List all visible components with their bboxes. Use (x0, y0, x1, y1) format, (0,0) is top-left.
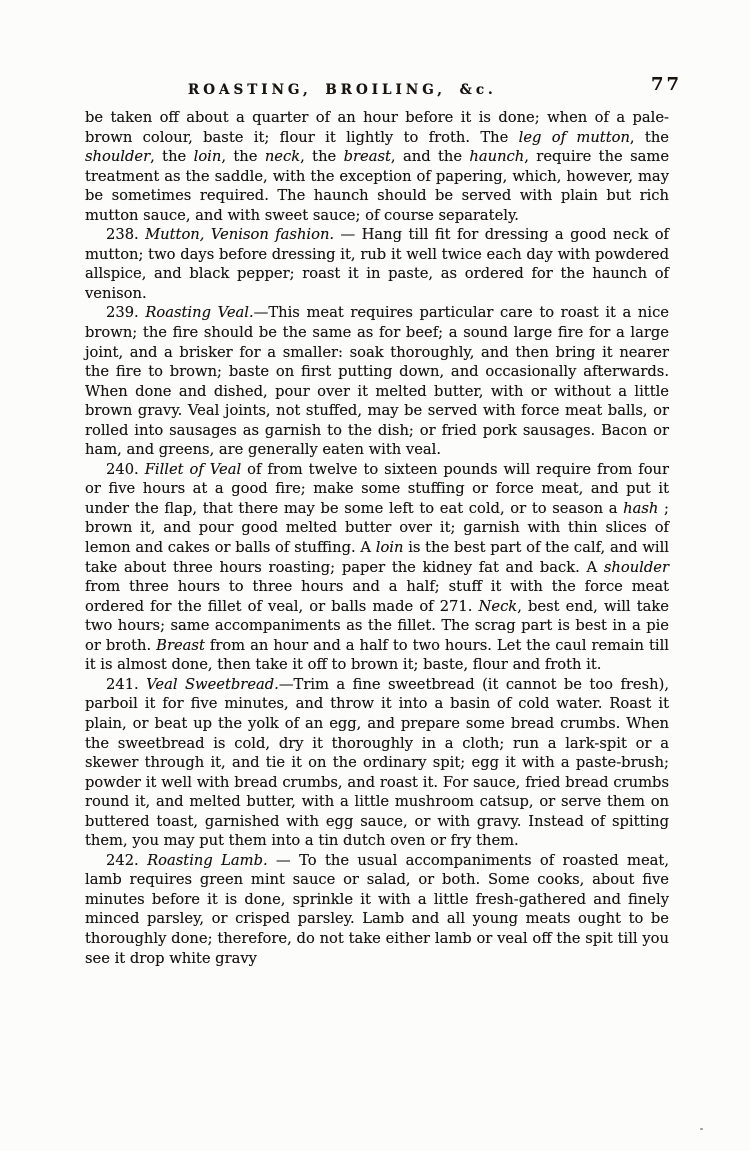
scan-speckle (700, 1128, 703, 1130)
text-run: —This meat requires particular care to roast it a nice brown; the fire should be the same as for beef; a sound large fire for a large joint, and a brisker for a smaller: soak thoroughly, and then bring it nearer the fire to brown; baste on first putting down, and occasionally afterwards. When done and dished, pour over it melted butter, with or without a little brown gravy. Veal joints, not stuffed, may be served with force meat balls, or rolled into sausages as garnish to the dish; or fried pork sausages. Bacon or ham, and greens, are generally eaten with veal. (85, 304, 669, 459)
text-run: be taken off about a quarter of an hour before it is done; when of a pale-brown colour, baste it; flour it lightly to froth. The (85, 109, 669, 146)
italic-text-run: leg of mutton (518, 128, 630, 146)
italic-text-run: loin (193, 148, 222, 166)
italic-text-run: Roasting Lamb. (147, 851, 268, 869)
italic-text-run: Mutton, Venison fashion. (145, 226, 335, 244)
text-run: , the (629, 128, 669, 146)
italic-text-run: Fillet of Veal (144, 460, 242, 478)
paragraph-242-roasting-lamb (85, 851, 669, 968)
paragraph-241-veal-sweetbread (85, 675, 669, 851)
text-run: 241. (106, 675, 147, 693)
italic-text-run: breast (343, 148, 391, 166)
text-run: is the best part of the calf, and will take about three hours roasting; paper the kidney fat and back. A (85, 539, 669, 576)
italic-text-run: Breast (156, 636, 205, 654)
text-run: —Trim a fine sweetbread (it cannot be too fresh), parboil it for five minutes, and throw it into a basin of cold water. Roast it plain, or beat up the yolk of an egg, and prepare some bread crumbs. When the sweetbread is cold, dry it thoroughly in a cloth; run a lark-spit or a skewer through it, and tie it on the ordinary spit; egg it with a paste-brush; powder it well with bread crumbs, and roast it. For sauce, fried bread crumbs round it, and melted butter, with a little mushroom catsup, or serve them on buttered toast, garnished with egg sauce, or with gravy. Instead of spitting them, you may put them into a tin dutch oven or fry them. (85, 675, 669, 850)
italic-text-run: Neck (478, 597, 518, 615)
text-run: 239. (106, 304, 146, 322)
text-run: , best end, will take two hours; same accompaniments as the fillet. The scrag part is best in a pie or broth. (85, 597, 669, 654)
text-run: , require the same treatment as the saddle, with the exception of papering, which, however, may be sometimes required. The haunch should be served with plain but rich mutton sauce, and with sweet sauce; of course separately. (85, 148, 670, 224)
text-run: from three hours to three hours and a half; stuff it with the force meat ordered for the fillet of veal, or balls made of 271. (85, 578, 669, 615)
text-run: , the (300, 148, 344, 166)
paragraph-238-mutton-venison-fashion (85, 225, 669, 303)
paragraph-continuation (85, 108, 669, 225)
italic-text-run: hash (623, 499, 659, 517)
text-run: , the (221, 148, 265, 166)
text-run: ; brown it, and pour good melted butter over it; garnish with thin slices of lemon and cakes or balls of stuffing. A (85, 499, 669, 557)
text-run: 238. (106, 226, 146, 244)
italic-text-run: Roasting Veal. (145, 304, 254, 322)
paragraph-240-fillet-of-veal (85, 460, 669, 675)
paragraph-239-roasting-veal (85, 303, 669, 459)
italic-text-run: shoulder (85, 148, 151, 166)
page-body (85, 108, 669, 968)
text-run: , and the (390, 148, 470, 166)
text-run: from an hour and a half to two hours. Let the caul remain till it is almost done, then take it off to brown it; baste, flour and froth it. (85, 636, 670, 674)
italic-text-run: loin (375, 539, 404, 557)
text-run: 240. (106, 460, 145, 478)
text-run: — Hang till fit for dressing a good neck of mutton; two days before dressing it, rub it well twice each day with powdered allspice, and black pepper; roast it in paste, as ordered for the haunch of venison. (85, 226, 669, 302)
running-head (0, 74, 750, 104)
italic-text-run: neck (264, 148, 301, 166)
italic-text-run: Veal Sweetbread. (146, 675, 279, 693)
page-number: 77 (651, 74, 683, 95)
text-run: 242. (106, 851, 148, 869)
italic-text-run: shoulder (603, 558, 669, 576)
text-run: , the (150, 148, 194, 166)
text-run: — To the usual accompaniments of roasted meat, lamb requires green mint sauce or salad, or both. Some cooks, about five minutes before it is done, sprinkle it with a little fresh-gathered and finely minced parsley, or crisped parsley. Lamb and all young meats ought to be thoroughly done; therefore, do not take either lamb or veal off the spit till you see it drop white gravy (85, 851, 669, 967)
italic-text-run: haunch (469, 148, 525, 166)
page-title: ROASTING, BROILING, &c. (188, 82, 497, 98)
text-run: of from twelve to sixteen pounds will require from four or five hours at a good fire; make some stuffing or force meat, and put it under the flap, that there may be some left to eat cold, or to season a (85, 460, 670, 517)
